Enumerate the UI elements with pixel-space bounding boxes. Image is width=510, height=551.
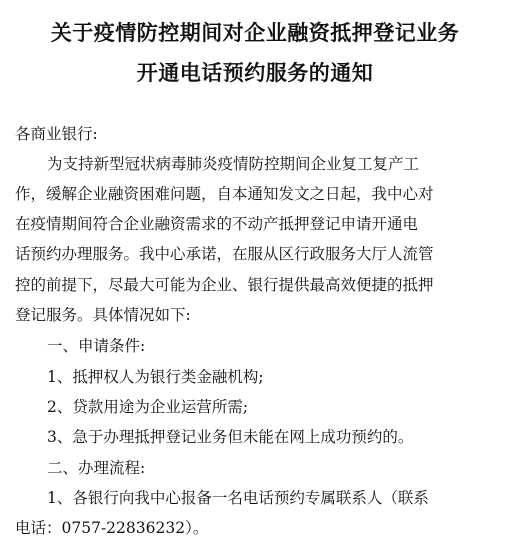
notice-title-line-1: 关于疫情防控期间对企业融资抵押登记业务 bbox=[50, 20, 460, 45]
notice-title-line-2: 开通电话预约服务的通知 bbox=[136, 60, 374, 85]
paragraph-line: 话预约办理服务。我中心承诺，在服从区行政服务大厅人流管 bbox=[15, 245, 434, 263]
section-heading-process: 二、办理流程: bbox=[47, 459, 146, 477]
section-heading-conditions: 一、申请条件: bbox=[47, 337, 146, 355]
paragraph-line: 登记服务。具体情况如下: bbox=[15, 306, 191, 324]
condition-item: 2、贷款用途为企业运营所需; bbox=[47, 398, 249, 416]
paragraph-line: 为支持新型冠状病毒肺炎疫情防控期间企业复工复产工 bbox=[47, 155, 420, 173]
paragraph-line: 作，缓解企业融资困难问题，自本通知发文之日起，我中心对 bbox=[15, 185, 434, 203]
condition-item: 1、抵押权人为银行类金融机构; bbox=[47, 368, 264, 386]
condition-item: 3、急于办理抵押登记业务但未能在网上成功预约的。 bbox=[47, 428, 414, 446]
paragraph-line: 控的前提下，尽最大可能为企业、银行提供最高效便捷的抵押 bbox=[15, 276, 434, 294]
process-item: 1、各银行向我中心报备一名电话预约专属联系人（联系 bbox=[47, 489, 429, 507]
process-item-continued: 电话：0757-22836232）。 bbox=[15, 519, 209, 537]
paragraph-line: 在疫情期间符合企业融资需求的不动产抵押登记申请开通电 bbox=[15, 215, 419, 233]
salutation: 各商业银行: bbox=[15, 125, 98, 143]
